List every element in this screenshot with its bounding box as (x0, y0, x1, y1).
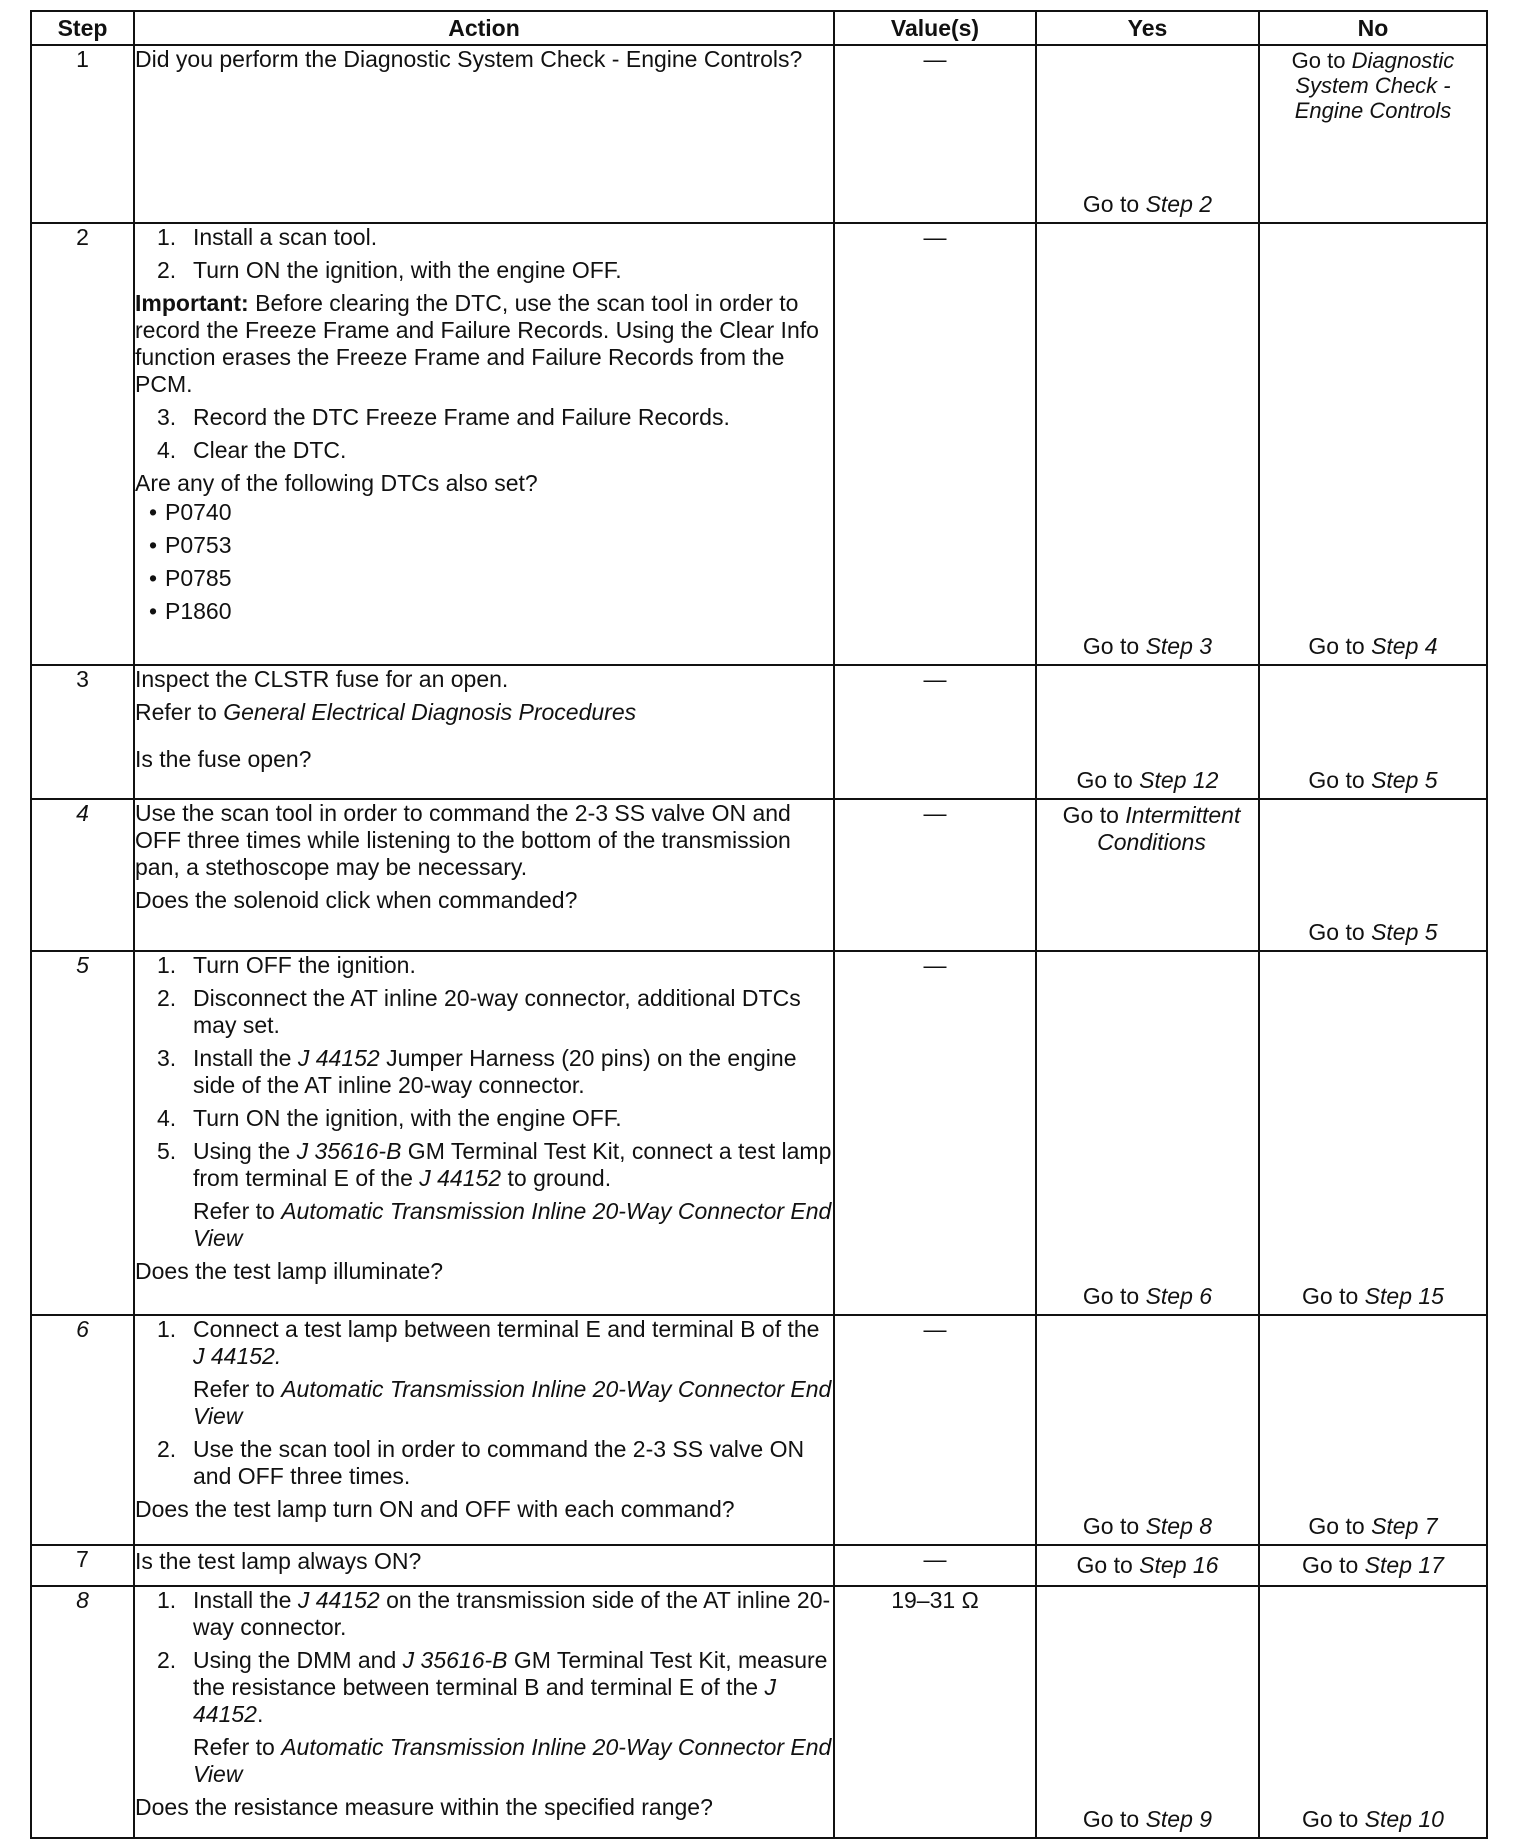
header-row (31, 11, 1487, 45)
list-item: 4. Clear the DTC. (157, 437, 347, 463)
header-step: Step (31, 11, 134, 45)
value-cell: — (834, 45, 1036, 223)
header-action: Action (134, 11, 834, 45)
no-cell: Go to Step 7 (1259, 1315, 1487, 1545)
action-cell: Inspect the CLSTR fuse for an open. Refer to General Electrical Diagnosis Procedures Is the fuse open? (134, 665, 834, 799)
yes-link[interactable]: Step 6 (1145, 1283, 1213, 1309)
refer-link[interactable]: General Electrical Diagnosis Procedures (223, 699, 637, 725)
header-no: No (1259, 11, 1487, 45)
list-item: 5. Using the J 35616-B GM Terminal Test Kit, connect a test lamp from terminal E of the J 44152 to ground. (157, 1138, 832, 1191)
yes-cell: Go to Intermittent Conditions (1036, 799, 1259, 951)
yes-cell: Go to Step 6 (1036, 951, 1259, 1315)
step-number: 7 (31, 1545, 134, 1586)
action-cell (134, 1545, 834, 1586)
no-link[interactable]: Step 15 (1364, 1283, 1444, 1309)
no-link[interactable]: Diagnostic System Check - Engine Controls (1294, 48, 1455, 123)
yes-link[interactable]: Step 9 (1145, 1806, 1213, 1832)
list-item: 2. Using the DMM and J 35616-B GM Terminal Test Kit, measure the resistance between terminal B and terminal E of the J 44152. (157, 1647, 828, 1727)
list-item: 1. Install a scan tool. (157, 224, 378, 250)
step-number: 5 (31, 951, 134, 1315)
no-cell: Go to Step 5 (1259, 799, 1487, 951)
action-cell (134, 951, 834, 1315)
action-question: Does the resistance measure within the specified range? (135, 1794, 713, 1820)
value-cell: — (834, 951, 1036, 1315)
action-cell (134, 223, 834, 665)
step-number: 2 (31, 223, 134, 665)
list-item: 2. Disconnect the AT inline 20-way connector, additional DTCs may set. (157, 985, 801, 1038)
yes-link[interactable]: Step 12 (1139, 767, 1219, 793)
important-note: Important: Before clearing the DTC, use the scan tool in order to record the Freeze Frame and Failure Records. Using the Clear Info function erases the Freeze Frame and Failure Records from the PCM. (135, 290, 819, 397)
refer-line: Refer to Automatic Transmission Inline 20-Way Connector End View (193, 1376, 832, 1429)
refer-link[interactable]: Automatic Transmission Inline 20-Way Connector End View (193, 1734, 832, 1787)
step-number: 8 (31, 1586, 134, 1838)
list-item: 3. Install the J 44152 Jumper Harness (20 pins) on the engine side of the AT inline 20-way connector. (157, 1045, 797, 1098)
yes-link[interactable]: Step 3 (1145, 633, 1213, 659)
no-link[interactable]: Step 4 (1371, 633, 1438, 659)
step-number: 1 (31, 45, 134, 223)
diagnostic-table (30, 10, 1488, 1839)
yes-cell: Go to Step 2 (1036, 45, 1259, 223)
list-item: 3. Record the DTC Freeze Frame and Failure Records. (157, 404, 730, 430)
list-item: 1. Turn OFF the ignition. (157, 952, 416, 978)
action-question: Is the fuse open? (135, 746, 312, 772)
action-question: Did you perform the Diagnostic System Check - Engine Controls? (135, 46, 803, 72)
action-question: Does the test lamp illuminate? (135, 1258, 444, 1284)
action-cell (134, 45, 834, 223)
refer-line: Refer to General Electrical Diagnosis Procedures (135, 699, 637, 725)
table-row-step-4 (31, 799, 1487, 951)
no-link[interactable]: Step 5 (1371, 919, 1438, 945)
table-row-step-8 (31, 1586, 1487, 1838)
list-item: 2. Turn ON the ignition, with the engine OFF. (157, 257, 622, 283)
no-link[interactable]: Step 5 (1371, 767, 1438, 793)
table-row-step-6 (31, 1315, 1487, 1545)
table-row-step-3 (31, 665, 1487, 799)
step-number: 6 (31, 1315, 134, 1545)
dtc-item: • P0785 (135, 565, 833, 592)
yes-cell: Go to Step 8 (1036, 1315, 1259, 1545)
yes-link[interactable]: Step 2 (1145, 191, 1213, 217)
yes-cell: Go to Step 3 (1036, 223, 1259, 665)
value-cell: — (834, 1545, 1036, 1586)
dtc-item: • P1860 (135, 598, 833, 625)
no-link[interactable]: Step 7 (1371, 1513, 1438, 1539)
no-cell: Go to Diagnostic System Check - Engine Controls (1259, 45, 1487, 223)
dtc-item: • P0740 (135, 499, 833, 526)
no-cell: Go to Step 17 (1259, 1545, 1487, 1586)
action-question: Is the test lamp always ON? (135, 1548, 422, 1574)
table-row-step-2 (31, 223, 1487, 665)
header-yes: Yes (1036, 11, 1259, 45)
refer-line: Refer to Automatic Transmission Inline 20-Way Connector End View (193, 1198, 832, 1251)
header-values: Value(s) (834, 11, 1036, 45)
no-cell: Go to Step 15 (1259, 951, 1487, 1315)
table-row-step-7 (31, 1545, 1487, 1586)
yes-link[interactable]: Step 16 (1139, 1552, 1219, 1578)
list-item: 4. Turn ON the ignition, with the engine OFF. (157, 1105, 622, 1131)
yes-cell: Go to Step 9 (1036, 1586, 1259, 1838)
yes-cell: Go to Step 12 (1036, 665, 1259, 799)
action-cell (134, 1315, 834, 1545)
step-number: 3 (31, 665, 134, 799)
value-cell: — (834, 665, 1036, 799)
step-number: 4 (31, 799, 134, 951)
value-cell: — (834, 1315, 1036, 1545)
value-cell: — (834, 223, 1036, 665)
yes-link[interactable]: Intermittent Conditions (1097, 802, 1241, 855)
action-cell: Use the scan tool in order to command the 2-3 SS valve ON and OFF three times while listening to the bottom of the transmission pan, a stethoscope may be necessary. Does the solenoid click when commanded? (134, 799, 834, 951)
refer-line: Refer to Automatic Transmission Inline 20-Way Connector End View (193, 1734, 832, 1787)
table-row-step-5 (31, 951, 1487, 1315)
no-link[interactable]: Step 10 (1364, 1806, 1444, 1832)
no-cell: Go to Step 10 (1259, 1586, 1487, 1838)
no-link[interactable]: Step 17 (1364, 1552, 1444, 1578)
no-cell: Go to Step 4 (1259, 223, 1487, 665)
value-cell: 19–31 Ω (834, 1586, 1036, 1838)
table-row-step-1 (31, 45, 1487, 223)
yes-link[interactable]: Step 8 (1145, 1513, 1213, 1539)
dtc-item: • P0753 (135, 532, 833, 559)
list-item: 1. Install the J 44152 on the transmission side of the AT inline 20-way connector. (157, 1587, 831, 1640)
list-item: 1. Connect a test lamp between terminal E and terminal B of the J 44152. (157, 1316, 820, 1369)
action-question: Are any of the following DTCs also set? (135, 470, 538, 496)
value-cell: — (834, 799, 1036, 951)
refer-link[interactable]: Automatic Transmission Inline 20-Way Connector End View (193, 1376, 832, 1429)
list-item: 2. Use the scan tool in order to command the 2-3 SS valve ON and OFF three times. (157, 1436, 805, 1489)
action-question: Does the test lamp turn ON and OFF with each command? (135, 1496, 735, 1522)
no-cell: Go to Step 5 (1259, 665, 1487, 799)
action-question: Does the solenoid click when commanded? (135, 887, 578, 913)
yes-cell: Go to Step 16 (1036, 1545, 1259, 1586)
refer-link[interactable]: Automatic Transmission Inline 20-Way Connector End View (193, 1198, 832, 1251)
action-cell (134, 1586, 834, 1838)
